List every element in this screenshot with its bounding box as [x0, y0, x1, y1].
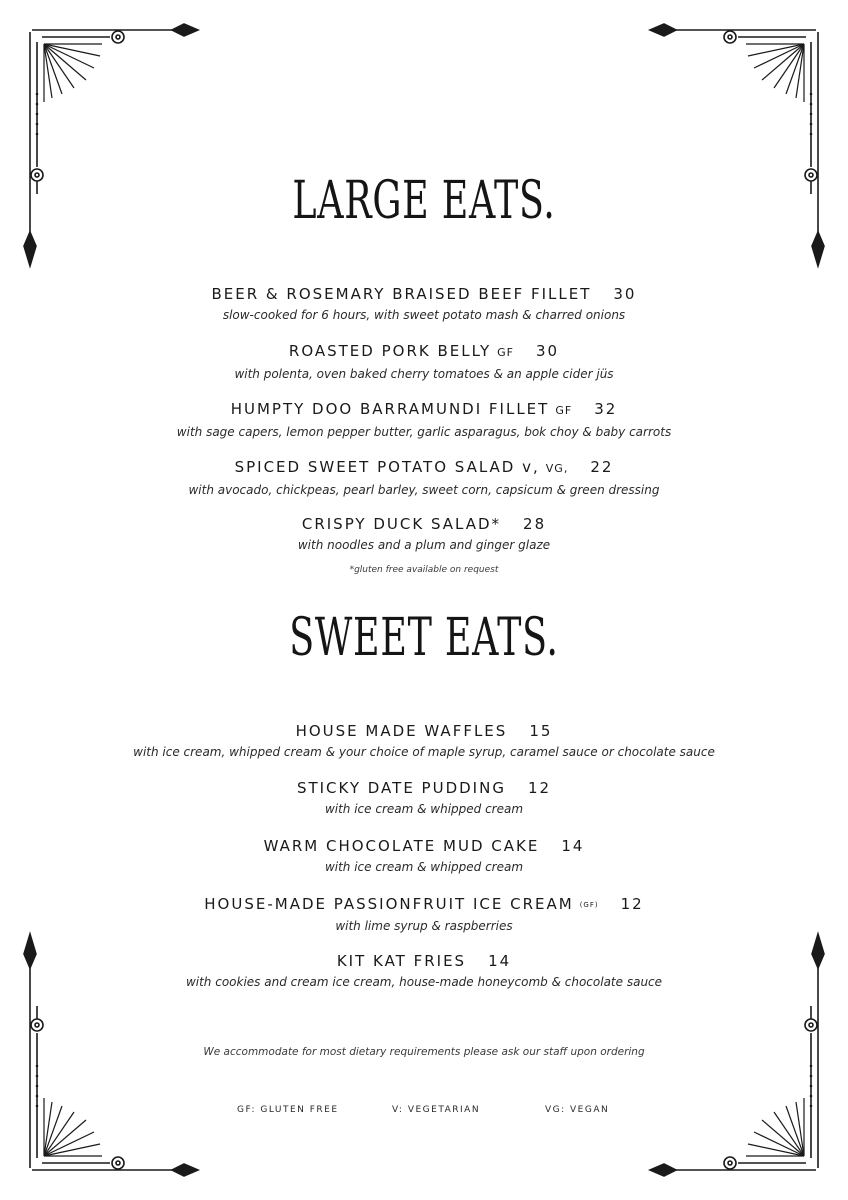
- menu-item-description: with ice cream & whipped cream: [324, 802, 524, 816]
- menu-item-name: HOUSE-MADE PASSIONFRUIT ICE CREAM: [204, 895, 574, 913]
- dietary-legend: [0, 1105, 848, 1119]
- menu-item-sweet-5: [0, 951, 848, 990]
- menu-item-description: with lime syrup & raspberries: [335, 919, 513, 933]
- menu-item-name: BEER & ROSEMARY BRAISED BEEF FILLET: [211, 285, 592, 303]
- menu-item-large-5: [0, 514, 848, 553]
- menu-item-price: 32: [594, 400, 618, 418]
- menu-item-name: KIT KAT FRIES: [336, 952, 467, 970]
- menu-item-large-4: [0, 457, 848, 498]
- menu-item-title-line: [0, 894, 848, 915]
- menu-item-price: 22: [590, 458, 614, 476]
- menu-item-name: WARM CHOCOLATE MUD CAKE: [263, 837, 540, 855]
- menu-item-description: slow-cooked for 6 hours, with sweet potato mash & charred onions: [222, 308, 626, 322]
- menu-item-sweet-2: [0, 778, 848, 817]
- art-deco-ornament-icon: [636, 22, 826, 277]
- dietary-requirements-note: We accommodate for most dietary requirements please ask our staff upon ordering: [203, 1046, 645, 1058]
- menu-item-title-line: [0, 951, 848, 971]
- menu-item-name: HOUSE MADE WAFFLES: [295, 722, 508, 740]
- menu-item-sweet-4: [0, 894, 848, 934]
- menu-item-title-line: [0, 399, 848, 421]
- menu-item-name: ROASTED PORK BELLY: [288, 342, 492, 360]
- menu-item-large-2: [0, 341, 848, 382]
- menu-item-price: 14: [488, 952, 512, 970]
- dietary-tag: VG,: [545, 462, 569, 475]
- menu-item-description: with noodles and a plum and ginger glaze: [297, 538, 551, 552]
- menu-item-price: 12: [527, 779, 552, 797]
- dietary-tag: GF: [555, 404, 573, 417]
- corner-ornament-top-right: [636, 22, 826, 277]
- menu-item-large-1: [0, 284, 848, 323]
- menu-item-description: with sage capers, lemon pepper butter, garlic asparagus, bok choy & baby carrots: [176, 425, 672, 439]
- menu-item-price: 14: [561, 837, 585, 855]
- sweet-eats-heading: SWEET EATS.: [289, 608, 559, 668]
- menu-item-price: 12: [620, 895, 644, 913]
- menu-item-description: with ice cream & whipped cream: [324, 860, 524, 874]
- legend-vegan: VG: VEGAN: [545, 1105, 610, 1115]
- menu-item-name: STICKY DATE PUDDING: [296, 779, 506, 797]
- legend-vegetarian: V: VEGETARIAN: [392, 1105, 481, 1115]
- menu-item-price: 30: [536, 342, 560, 360]
- large-eats-heading: LARGE EATS.: [292, 171, 556, 231]
- dietary-tag: GF: [497, 346, 514, 359]
- menu-item-title-line: [0, 836, 848, 856]
- menu-item-price: 28: [523, 515, 547, 533]
- menu-item-price: 30: [613, 285, 637, 303]
- menu-item-title-line: [0, 341, 848, 363]
- menu-item-description: with ice cream, whipped cream & your choice of maple syrup, caramel sauce or chocolate sauce: [133, 745, 715, 759]
- menu-item-large-3: [0, 399, 848, 440]
- menu-item-title-line: [0, 778, 848, 798]
- menu-item-sweet-3: [0, 836, 848, 875]
- menu-item-title-line: [0, 457, 848, 479]
- menu-item-title-line: [0, 721, 848, 741]
- menu-item-description: with avocado, chickpeas, pearl barley, sweet corn, capsicum & green dressing: [188, 483, 660, 497]
- menu-item-name: HUMPTY DOO BARRAMUNDI FILLET: [230, 400, 550, 418]
- menu-item-name: CRISPY DUCK SALAD*: [301, 515, 502, 533]
- menu-item-sweet-1: [0, 721, 848, 760]
- gluten-free-footnote: *gluten free available on request: [349, 565, 499, 575]
- legend-gluten-free: GF: GLUTEN FREE: [237, 1105, 339, 1115]
- menu-item-title-line: [0, 514, 848, 534]
- menu-item-title-line: [0, 284, 848, 304]
- menu-item-description: with polenta, oven baked cherry tomatoes & an apple cider jüs: [234, 367, 614, 381]
- corner-ornament-top-left: [22, 22, 212, 277]
- menu-item-name: SPICED SWEET POTATO SALAD v,: [234, 458, 540, 476]
- dietary-tag: (GF): [579, 901, 599, 909]
- art-deco-ornament-icon: [22, 22, 212, 277]
- menu-item-price: 15: [529, 722, 553, 740]
- menu-item-description: with cookies and cream ice cream, house-made honeycomb & chocolate sauce: [185, 975, 663, 989]
